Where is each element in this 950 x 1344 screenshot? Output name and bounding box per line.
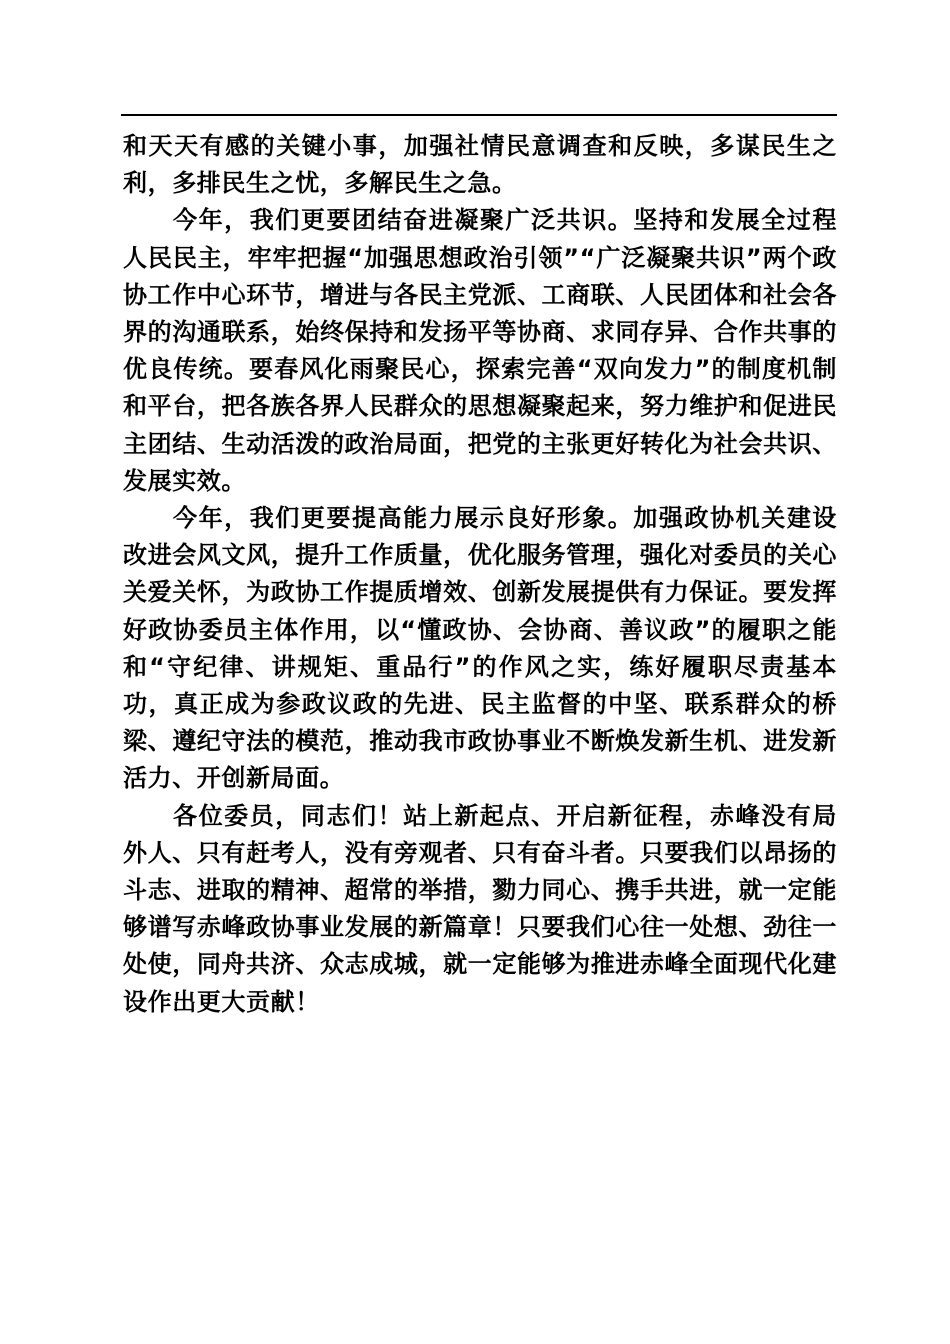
header-rule [121,114,837,116]
paragraph-consensus: 今年，我们更要团结奋进凝聚广泛共识。坚持和发展全过程人民民主，牢牢把握“加强思想政治引领”“广泛凝聚共识”两个政协工作中心环节，增进与各民主党派、工商联、人民团体和社会各界的沟通联系，始终保持和发扬平等协商、求同存异、合作共事的优良传统。要春风化雨聚民心，探索完善“双向发力”的制度机制和平台，把各族各界人民群众的思想凝聚起来，努力维护和促进民主团结、生动活泼的政治局面，把党的主张更好转化为社会共识、发展实效。 [123,206,837,495]
body-text [123,128,837,1021]
paragraph-capability: 今年，我们更要提高能力展示良好形象。加强政协机关建设改进会风文风，提升工作质量，优化服务管理，强化对委员的关心关爱关怀，为政协工作提质增效、创新发展提供有力保证。要发挥好政协委员主体作用，以“懂政协、会协商、善议政”的履职之能和“守纪律、讲规矩、重品行”的作风之实，练好履职尽责基本功，真正成为参政议政的先进、民主监督的中坚、联系群众的桥梁、遵纪守法的模范，推动我市政协事业不断焕发新生机、进发新活力、开创新局面。 [123,504,837,793]
paragraph-continuation: 和天天有感的关键小事，加强社情民意调查和反映，多谋民生之利，多排民生之忧，多解民生之急。 [123,132,837,198]
paragraph-closing: 各位委员，同志们！站上新起点、开启新征程，赤峰没有局外人、只有赶考人，没有旁观者、只有奋斗者。只要我们以昂扬的斗志、进取的精神、超常的举措，勠力同心、携手共进，就一定能够谱写赤峰政协事业发展的新篇章！只要我们心往一处想、劲往一处使，同舟共济、众志成城，就一定能够为推进赤峰全面现代化建设作出更大贡献！ [123,801,837,1016]
